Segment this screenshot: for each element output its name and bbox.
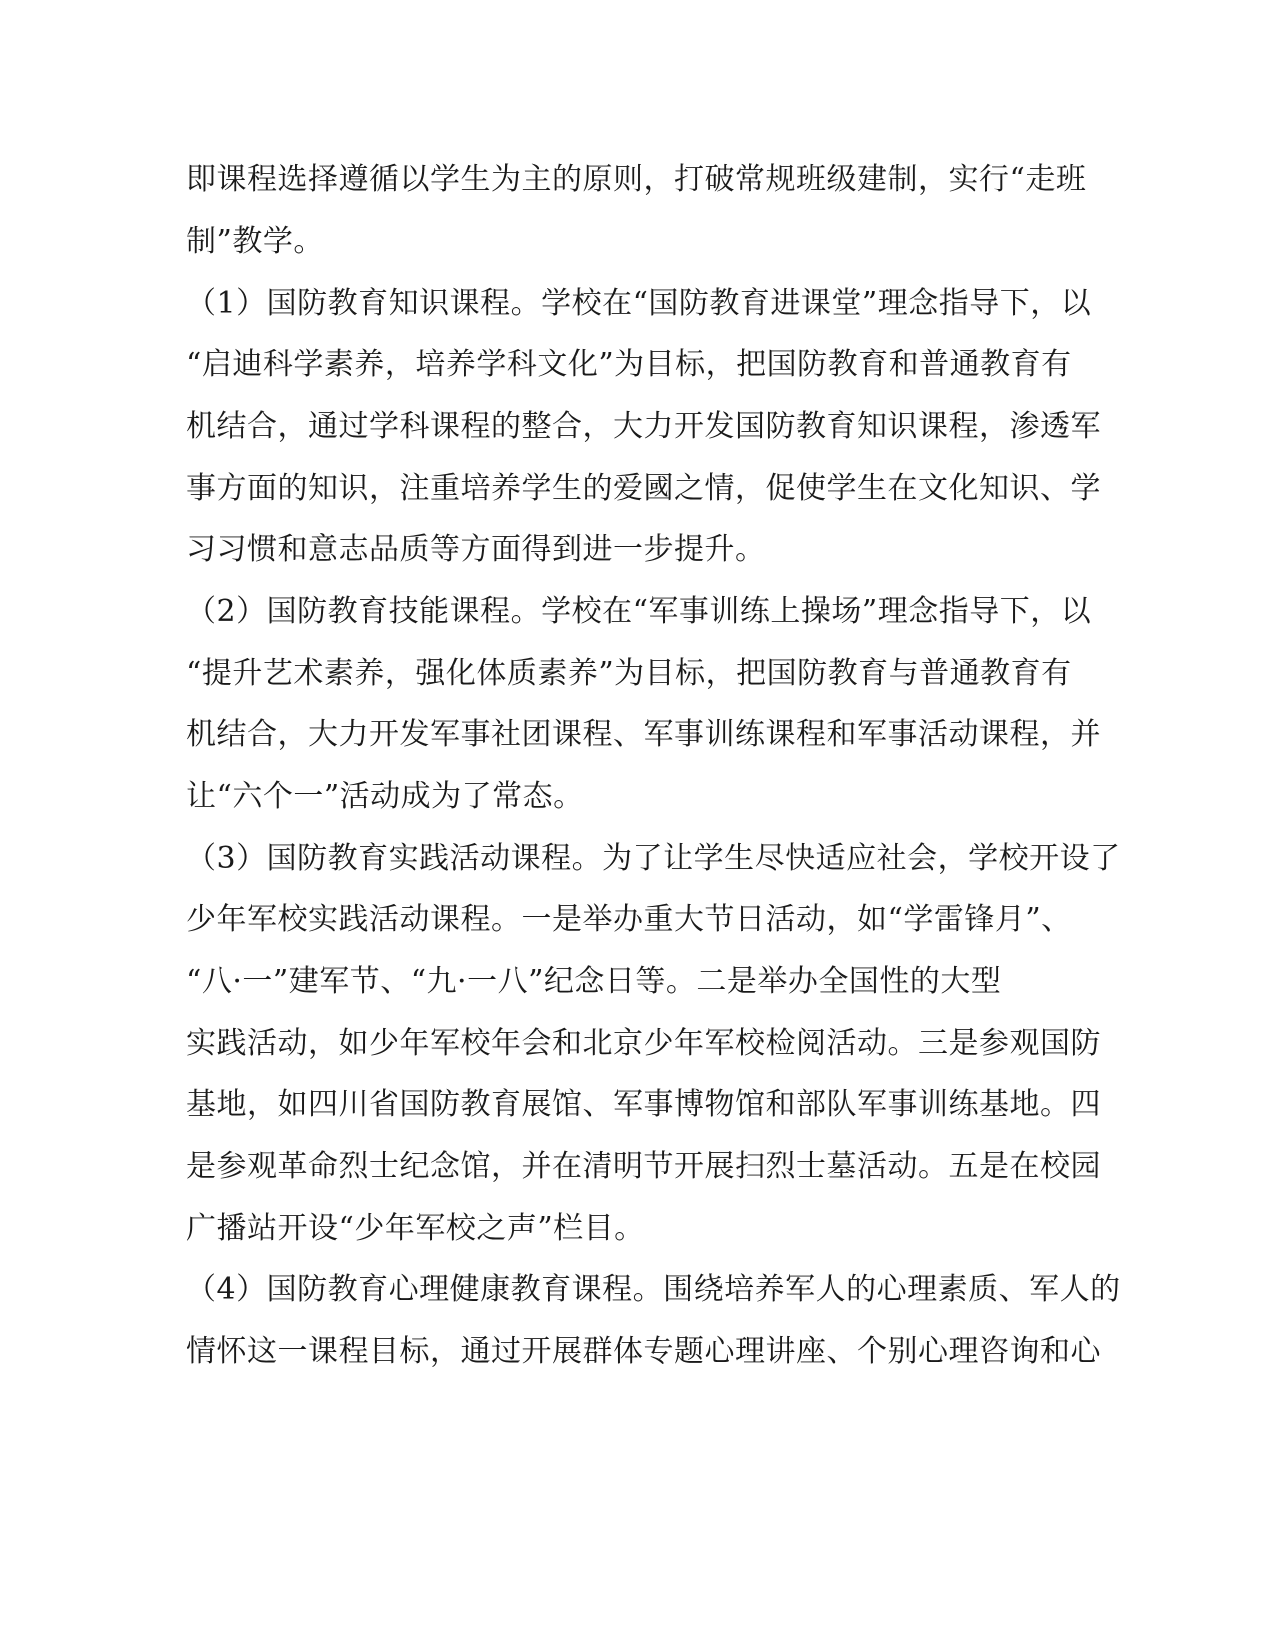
text-line: 实践活动，如少年军校年会和北京少年军校检阅活动。三是参观国防 [186, 1026, 1101, 1061]
text-line: “八·一”建军节、“九·一八”纪念日等。二是举办全国性的大型 [186, 964, 1002, 999]
paragraph-3-start: （3）国防教育实践活动课程。为了让学生尽快适应社会，学校开设了 [186, 841, 1121, 876]
text-line: 少年军校实践活动课程。一是举办重大节日活动，如“学雷锋月”、 [186, 902, 1072, 937]
text-line: 让“六个一”活动成为了常态。 [186, 779, 584, 814]
text-line: 是参观革命烈士纪念馆，并在清明节开展扫烈士墓活动。五是在校园 [186, 1149, 1101, 1184]
text-line: 即课程选择遵循以学生为主的原则，打破常规班级建制，实行“走班 [186, 162, 1087, 197]
paragraph-4-start: （4）国防教育心理健康教育课程。围绕培养军人的心理素质、军人的 [186, 1272, 1121, 1307]
text-line: 制”教学。 [186, 224, 324, 259]
text-line: 基地，如四川省国防教育展馆、军事博物馆和部队军事训练基地。四 [186, 1087, 1101, 1122]
text-line: 情怀这一课程目标，通过开展群体专题心理讲座、个别心理咨询和心 [186, 1334, 1101, 1369]
text-line: 事方面的知识，注重培养学生的爱國之情，促使学生在文化知识、学 [186, 471, 1101, 506]
text-line: 习习惯和意志品质等方面得到进一步提升。 [186, 532, 766, 567]
paragraph-2-start: （2）国防教育技能课程。学校在“军事训练上操场”理念指导下，以 [186, 594, 1092, 629]
text-line: 广播站开设“少年军校之声”栏目。 [186, 1211, 645, 1246]
paragraph-1-start: （1）国防教育知识课程。学校在“国防教育进课堂”理念指导下，以 [186, 286, 1092, 321]
text-line: “提升艺术素养，强化体质素养”为目标，把国防教育与普通教育有 [186, 656, 1072, 691]
text-line: “启迪科学素养，培养学科文化”为目标，把国防教育和普通教育有 [186, 347, 1072, 382]
text-line: 机结合，通过学科课程的整合，大力开发国防教育知识课程，渗透军 [186, 409, 1101, 444]
text-line: 机结合，大力开发军事社团课程、军事训练课程和军事活动课程，并 [186, 717, 1101, 752]
